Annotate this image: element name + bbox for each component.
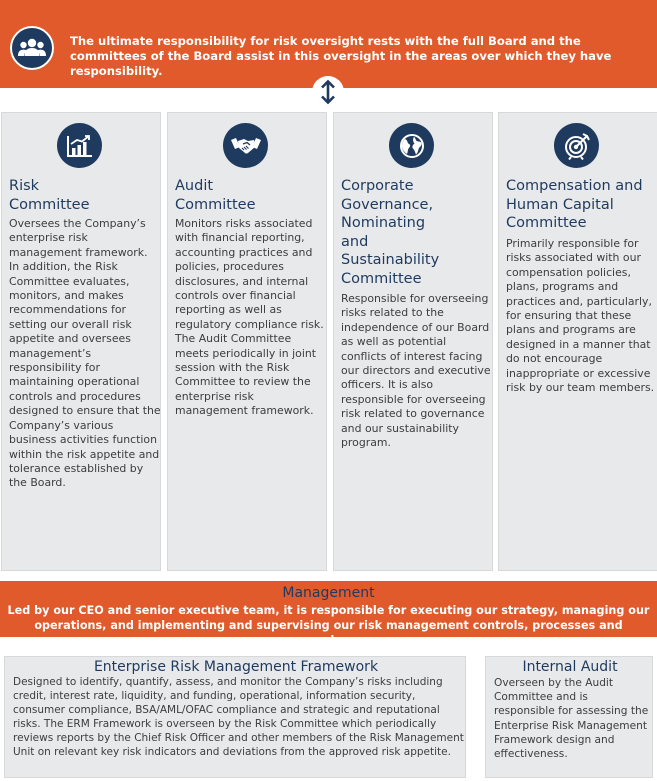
people-group-icon bbox=[10, 26, 54, 70]
compensation-committee-card bbox=[498, 112, 657, 571]
internal-audit-description: Overseen by the Audit Committee and is responsible for assessing the Enterprise Risk Management Framework design and effectiveness. bbox=[494, 677, 649, 761]
audit-committee-card bbox=[167, 112, 327, 571]
committee-description: Primarily responsible for risks associated with our compensation policies, plans, programs and practices and, particularly, for ensuring that these plans and programs are designed in a manner that do not encourage inappropriate or excessive risk by our team members. bbox=[506, 237, 655, 395]
governance-committee-card bbox=[333, 112, 493, 571]
erm-framework-card bbox=[4, 656, 466, 778]
target-arrow-icon bbox=[554, 123, 599, 168]
committee-title: Corporate Governance, Nominating and Sustainability Committee bbox=[341, 178, 440, 287]
board-statement: The ultimate responsibility for risk oversight rests with the full Board and the committees of the Board assist in this oversight in the areas over which they have responsibility. bbox=[70, 34, 612, 78]
management-title: Management bbox=[282, 585, 375, 601]
committee-title: Audit Committee bbox=[175, 178, 256, 213]
internal-audit-card bbox=[485, 656, 653, 778]
bar-chart-up-icon bbox=[57, 123, 102, 168]
globe-icon bbox=[389, 123, 434, 168]
committee-description: Responsible for overseeing risks related to the independence of our Board as well as potential conflicts of interest facing our directors and executive officers. It is also responsible for overseeing risk related to governance and our sustainability program. bbox=[341, 292, 491, 450]
committee-description: Oversees the Company’s enterprise risk management framework. In addition, the Risk Committee evaluates, monitors, and makes recommendations for setting our overall risk appetite and oversees management’s responsibility for maintaining operational controls and procedures designed to ensure that the Company’s various business activities function within the risk appetite and tolerance established by the Board. bbox=[9, 217, 161, 490]
erm-title: Enterprise Risk Management Framework bbox=[93, 659, 379, 675]
committee-title: Risk Committee bbox=[9, 178, 90, 213]
management-statement: Led by our CEO and senior executive team, it is responsible for executing our strategy, managing our operations, and implementing and supervising our risk management controls, processes and procedures. bbox=[7, 604, 650, 647]
committee-description: Monitors risks associated with financial reporting, accounting practices and policies, procedures disclosures, and internal controls over financial reporting as well as regulatory compliance risk. The Audit Committee meets periodically in joint session with the Risk Committee to review the enterprise risk management framework. bbox=[175, 217, 324, 418]
board-banner bbox=[0, 0, 657, 88]
committee-title: Compensation and Human Capital Committee bbox=[506, 178, 643, 231]
erm-description: Designed to identify, quantify, assess, and monitor the Company’s risks including credit, interest rate, liquidity, and funding, operational, information security, consumer compliance, BSA/AML/OFAC compliance and strategic and reputational risks. The ERM Framework is overseen by the Risk Committee which periodically reviews reports by the Chief Risk Officer and other members of the Risk Management Unit on relevant key risk indicators and deviations from the approved risk appetite. bbox=[13, 676, 464, 758]
internal-audit-title: Internal Audit bbox=[522, 659, 618, 675]
up-down-arrow-icon bbox=[312, 76, 344, 108]
handshake-icon bbox=[223, 123, 268, 168]
risk-committee-card bbox=[1, 112, 161, 571]
management-banner bbox=[0, 581, 657, 647]
